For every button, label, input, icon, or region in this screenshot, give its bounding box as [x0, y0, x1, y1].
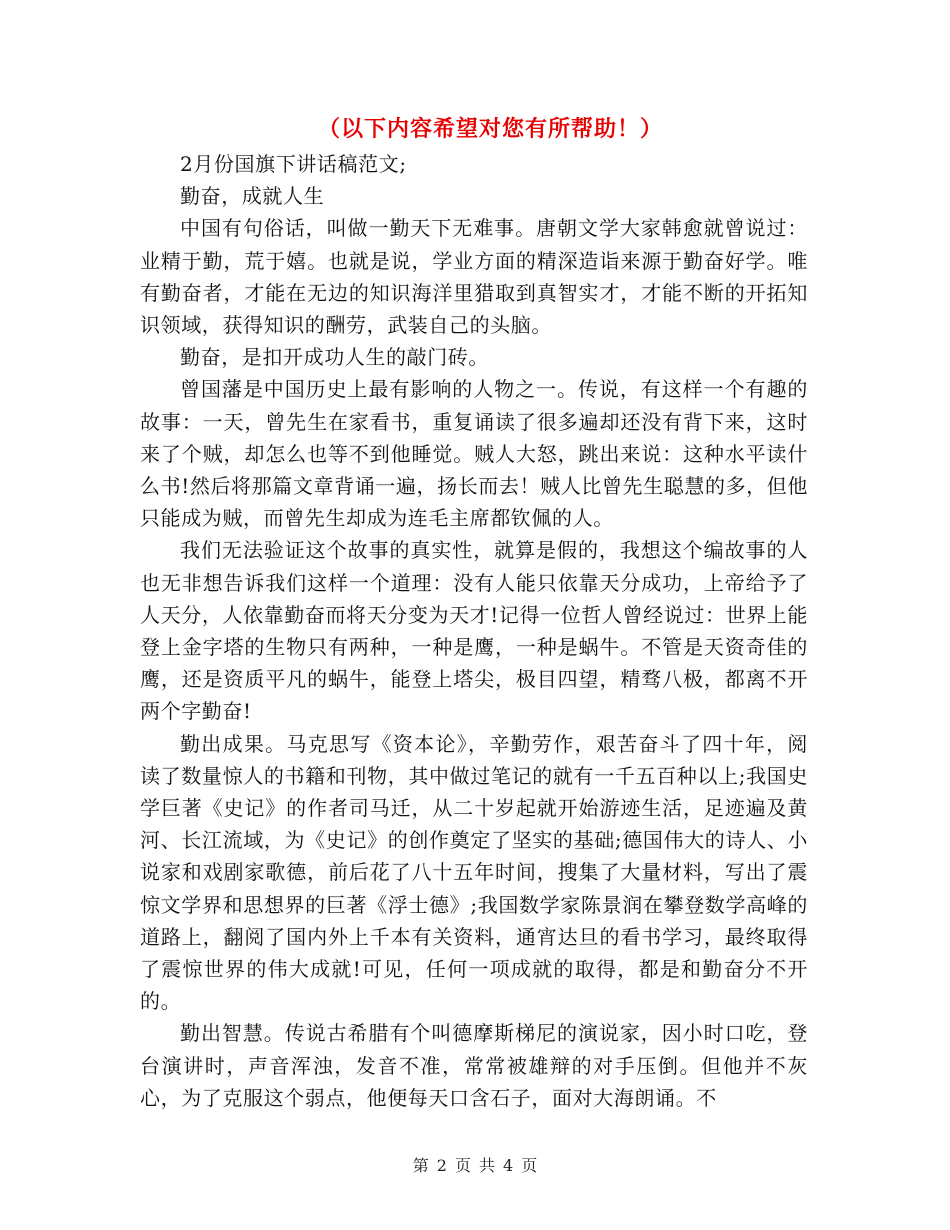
footer-page-unit: 页	[454, 1156, 471, 1175]
footer-prefix: 第	[412, 1156, 429, 1175]
paragraph-title: 2月份国旗下讲话稿范文;	[180, 152, 407, 176]
document-body	[140, 148, 808, 1114]
footer-total-unit: 页	[521, 1156, 538, 1175]
paragraph: 勤出成果。马克思写《资本论》，辛勤劳作，艰苦奋斗了四十年，阅读了数量惊人的书籍和刊物，其中做过笔记的就有一千五百种以上;我国史学巨著《史记》的作者司马迁，从二十岁起就开始游迹生活，足迹遍及黄河、长江流域，为《史记》的创作奠定了坚实的基础;德国伟大的诗人、小说家和戏剧家歌德，前后花了八十五年时间，搜集了大量材料，写出了震惊文学界和思想界的巨著《浮士德》;我国数学家陈景润在攀登数学高峰的道路上，翻阅了国内外上千本有关资料，通宵达旦的看书学习，最终取得了震惊世界的伟大成就!可见，任何一项成就的取得，都是和勤奋分不开的。	[140, 731, 808, 1014]
header-note: （以下内容希望对您有所帮助！）	[318, 117, 664, 142]
paragraph: 勤出智慧。传说古希腊有个叫德摩斯梯尼的演说家，因小时口吃，登台演讲时，声音浑浊，发音不准，常常被雄辩的对手压倒。但他并不灰心，为了克服这个弱点，他便每天口含石子，面对大海朗诵。不	[140, 1021, 808, 1110]
page-footer	[0, 1153, 950, 1176]
paragraph: 我们无法验证这个故事的真实性，就算是假的，我想这个编故事的人也无非想告诉我们这样一个道理：没有人能只依靠天分成功，上帝给予了人天分，人依靠勤奋而将天分变为天才!记得一位哲人曾经说过：世界上能登上金字塔的生物只有两种，一种是鹰，一种是蜗牛。不管是天资奇佳的鹰，还是资质平凡的蜗牛，能登上塔尖，极目四望，精骛八极，都离不开两个字勤奋!	[140, 538, 808, 724]
paragraph: 中国有句俗话，叫做一勤天下无难事。唐朝文学大家韩愈就曾说过：业精于勤，荒于嬉。也就是说，学业方面的精深造诣来源于勤奋好学。唯有勤奋者，才能在无边的知识海洋里猎取到真智实才，才能不断的开拓知识领域，获得知识的酬劳，武装自己的头脑。	[140, 216, 808, 338]
footer-total-pages: 4	[503, 1156, 514, 1175]
paragraph-subtitle: 勤奋，成就人生	[180, 184, 325, 209]
paragraph: 勤奋，是扣开成功人生的敲门砖。	[180, 345, 489, 370]
footer-page-number: 2	[436, 1156, 447, 1175]
footer-total-prefix: 共	[479, 1156, 496, 1175]
paragraph: 曾国藩是中国历史上最有影响的人物之一。传说，有这样一个有趣的故事：一天，曾先生在家看书，重复诵读了很多遍却还没有背下来，这时来了个贼，却怎么也等不到他睡觉。贼人大怒，跳出来说：这种水平读什么书!然后将那篇文章背诵一遍，扬长而去！贼人比曾先生聪慧的多，但他只能成为贼，而曾先生却成为连毛主席都钦佩的人。	[140, 377, 808, 531]
